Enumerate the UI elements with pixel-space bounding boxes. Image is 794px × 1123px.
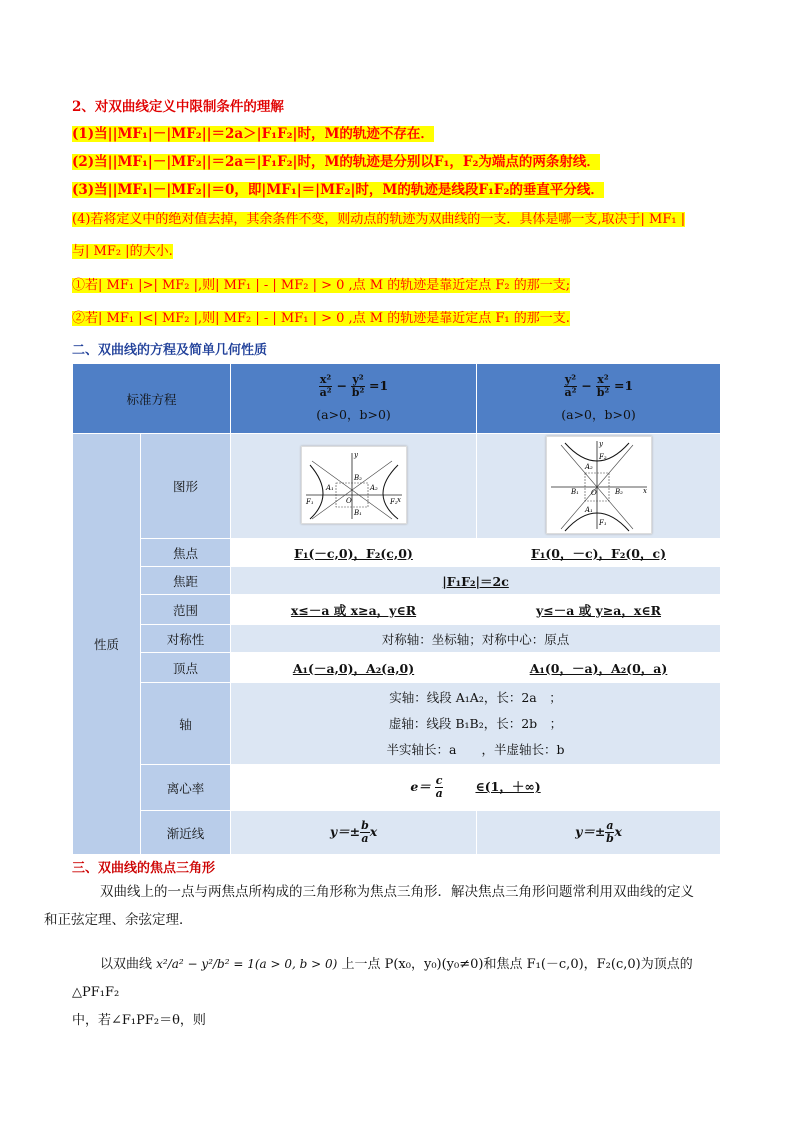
focal-distance-value: |F₁F₂|＝2c (442, 573, 509, 589)
fig1-f2-label: F₂ (389, 498, 398, 506)
vertex-horizontal: A₁(－a,0)，A₂(a,0) (292, 660, 415, 676)
setup-suffix: 上一点 P(x₀，y₀)(y₀≠0)和焦点 F₁(－c,0)，F₂(c,0)为顶点的△PF₁F₂ (72, 957, 693, 1000)
ecc-prefix: e＝ (410, 779, 431, 794)
fig1-o-label: O (345, 497, 352, 505)
range-row (73, 595, 721, 625)
fig2-b2-label: B₂ (614, 488, 623, 496)
fig1-a2-label: A₂ (369, 484, 378, 492)
fig1-x-label: x (396, 496, 401, 504)
fig2-o-label: O (590, 489, 597, 497)
asym1-num: b (361, 819, 369, 832)
range-horizontal: x≤－a 或 x≥a，y∈R (290, 602, 417, 618)
symmetry-row (73, 625, 721, 653)
hyperbola-properties-table (72, 363, 721, 855)
equation-horizontal: $\frac{\text{x²}}{\text{a²}}$ − $\frac{\text{y²}}{\text{b²}}$ =1 (a>0，b>0) (231, 364, 477, 434)
setup-equation: x²/a² − y²/b² = 1(a > 0, b > 0) (156, 957, 338, 971)
fig1-b2-label: B₂ (353, 474, 362, 482)
axis-values (231, 683, 721, 765)
setup-line2: 中，若∠F₁PF₂＝θ，则 (72, 1013, 206, 1028)
horizontal-hyperbola-svg (302, 447, 406, 523)
section-two-heading: 二、双曲线的方程及简单几何性质 (72, 343, 268, 358)
focal-distance-label: 焦距 (141, 567, 231, 595)
semi-axis-text: 半实轴长：a ，半虚轴长：b (386, 741, 565, 757)
ecc-den: a (435, 787, 443, 800)
eq1-t2-num: y² (352, 373, 364, 386)
branch-case-1 (72, 274, 570, 293)
section2-title (72, 95, 284, 115)
asymptote-label: 渐近线 (141, 811, 231, 855)
horizontal-hyperbola-figure (301, 446, 407, 524)
fig1-a1-label: A₁ (325, 484, 334, 492)
eq1-t2-den: b² (351, 386, 365, 399)
asym2-suffix: x (614, 824, 622, 839)
fig2-f1-label: F₁ (598, 519, 607, 527)
eq1-condition: (a>0，b>0) (316, 407, 391, 422)
asym2-num: a (606, 819, 614, 832)
range-vertical: y≤－a 或 y≥a，x∈R (536, 602, 661, 618)
condition-3-text: (3)当||MF₁|－|MF₂||＝0，即|MF₁|＝|MF₂|时，M的轨迹是线段F₁F₂的垂直平分线． (72, 182, 604, 198)
condition-4-line1 (72, 208, 685, 227)
condition-4-line2 (72, 240, 173, 259)
focal-triangle-setup (72, 950, 722, 1035)
fig2-f2-label: F₂ (598, 453, 607, 461)
fig2-a2-label: A₂ (584, 463, 593, 471)
asymptote-vertical (477, 811, 721, 855)
ecc-num: c (435, 774, 443, 787)
eq2-t2-num: x² (597, 373, 609, 386)
vertical-hyperbola-svg (547, 437, 651, 533)
axis-row (73, 683, 721, 765)
branch-case-1-text: ①若| MF₁ |>| MF₂ |,则| MF₁ | - | MF₂ | > 0 ,点 M 的轨迹是靠近定点 F₂ 的那一支; (72, 278, 571, 293)
asym1-prefix: y＝± (329, 824, 361, 839)
asym2-den: b (606, 832, 614, 845)
vertex-vertical: A₁(0，－a)，A₂(0，a) (529, 660, 668, 676)
asym1-den: a (361, 832, 369, 845)
eq1-equals: =1 (369, 378, 389, 393)
graph-vertical-cell (477, 434, 721, 539)
ecc-range: ∈(1，＋∞) (475, 779, 541, 794)
graph-row (73, 434, 721, 539)
eccentricity-row (73, 765, 721, 811)
fig2-x-label: x (642, 487, 647, 495)
foci-vertical: F₁(0，－c)，F₂(0，c) (531, 545, 666, 561)
symmetry-label: 对称性 (141, 625, 231, 653)
equation-vertical: $\frac{\text{y²}}{\text{a²}}$ − $\frac{\text{x²}}{\text{b²}}$ =1 (a>0，b>0) (477, 364, 721, 434)
graph-label: 图形 (141, 434, 231, 539)
setup-prefix: 以双曲线 (100, 957, 153, 972)
eq2-condition: (a>0，b>0) (561, 407, 636, 422)
asymptote-row (73, 811, 721, 855)
vertex-row (73, 653, 721, 683)
range-label: 范围 (141, 595, 231, 625)
real-axis-text: 实轴：线段 A₁A₂，长：2a ； (389, 689, 562, 705)
symmetry-value: 对称轴：坐标轴；对称中心：原点 (231, 625, 721, 653)
header-label: 标准方程 (73, 364, 231, 434)
eq1-t1-num: x² (319, 373, 332, 386)
fig1-b1-label: B₁ (353, 509, 362, 517)
imaginary-axis-text: 虚轴：线段 B₁B₂，长：2b ； (388, 715, 563, 731)
eq2-t1-num: y² (564, 373, 577, 386)
vertex-label: 顶点 (141, 653, 231, 683)
graph-horizontal-cell (231, 434, 477, 539)
axis-label: 轴 (141, 683, 231, 765)
intro-line2: 和正弦定理、余弦定理． (44, 912, 193, 928)
fig2-y-label: y (598, 440, 603, 448)
focal-triangle-intro (44, 878, 722, 934)
vertical-hyperbola-figure (546, 436, 652, 534)
intro-line1: 双曲线上的一点与两焦点所构成的三角形称为焦点三角形．解决焦点三角形问题常利用双曲线的定义 (100, 884, 694, 900)
section2-title-text: 2、对双曲线定义中限制条件的理解 (72, 99, 284, 115)
asym2-prefix: y＝± (575, 824, 606, 839)
condition-2-text: (2)当||MF₁|－|MF₂||＝2a＝|F₁F₂|时，M的轨迹是分别以F₁，F₂为端点的两条射线． (72, 154, 600, 170)
branch-case-2-text: ②若| MF₁ |<| MF₂ |,则| MF₂ | - | MF₁ | > 0 ,点 M 的轨迹是靠近定点 F₁ 的那一支. (72, 311, 570, 326)
header-row (73, 364, 721, 434)
fig1-f1-label: F₁ (305, 498, 314, 506)
asymptote-horizontal (231, 811, 477, 855)
eq2-t1-den: a² (564, 386, 577, 399)
condition-1-text: (1)当||MF₁|－|MF₂||＝2a＞|F₁F₂|时，M的轨迹不存在． (72, 126, 434, 142)
section-three-heading: 三、双曲线的焦点三角形 (72, 861, 216, 876)
fig1-y-label: y (353, 451, 358, 459)
properties-group-label: 性质 (73, 434, 141, 855)
foci-label: 焦点 (141, 539, 231, 567)
condition-4-text-b: 与| MF₂ |的大小. (72, 244, 173, 259)
eq1-t1-den: a² (319, 386, 332, 399)
condition-2 (72, 150, 600, 170)
condition-1 (72, 122, 434, 142)
asym1-suffix: x (369, 824, 378, 839)
eq2-t2-den: b² (596, 386, 610, 399)
eccentricity-value (231, 765, 721, 811)
branch-case-2 (72, 307, 570, 326)
condition-3 (72, 178, 604, 198)
foci-row (73, 539, 721, 567)
eq2-equals: =1 (614, 378, 634, 393)
fig2-b1-label: B₁ (570, 488, 579, 496)
focal-distance-row (73, 567, 721, 595)
foci-horizontal: F₁(－c,0)，F₂(c,0) (294, 545, 413, 561)
eccentricity-label: 离心率 (141, 765, 231, 811)
fig2-a1-label: A₁ (584, 506, 593, 514)
condition-4-text-a: (4)若将定义中的绝对值去掉，其余条件不变，则动点的轨迹为双曲线的一支．具体是哪一支,取决于| MF₁ | (72, 212, 686, 227)
